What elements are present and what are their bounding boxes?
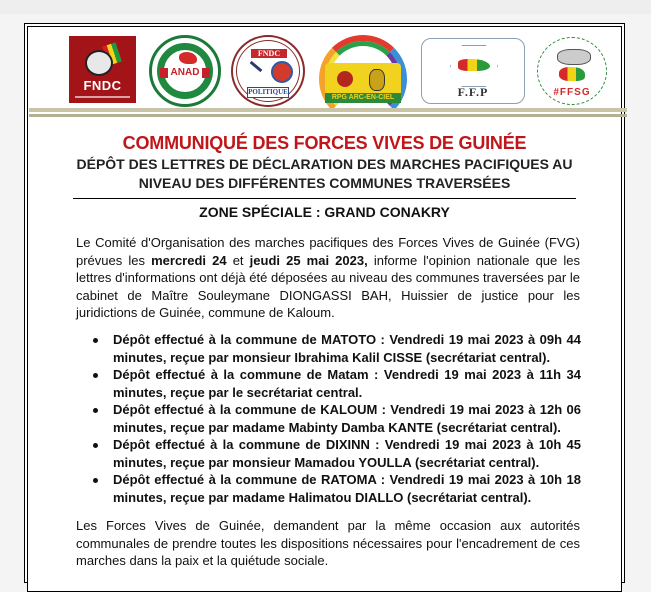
communique-subtitle <box>48 155 601 193</box>
closing-paragraph: Les Forces Vives de Guinée, demandent par la même occasion aux autorités communales de prendre toutes les dispositions nécessaires pour l'encadrement de ces marches dans la paix et la quiétude sociale. <box>76 518 580 568</box>
list-item <box>91 436 581 471</box>
ffp-logo <box>421 38 525 104</box>
guinea-map-icon <box>559 67 585 81</box>
header-divider-bar <box>29 114 627 117</box>
anad-logo-label: ANAD <box>168 66 202 80</box>
fndc-logo-tagline <box>75 96 130 98</box>
bullet-icon <box>93 373 98 378</box>
deposit-list <box>91 331 581 506</box>
list-item <box>91 331 581 366</box>
fndc-logo-label: FNDC <box>83 78 122 93</box>
fist-icon <box>85 50 113 76</box>
intro-text: informe l'opinion nationale que les lettres d'informations ont déjà été déposées au niveau des communes traversées par le cabinet de Maître Souleymane DIONGASSI BAH, Huissier de justice pour les juridictions de Guinée, commune de Kaloum. <box>76 252 580 320</box>
ffsg-logo <box>535 35 609 107</box>
rpg-logo-label: RPG ARC-EN-CIEL <box>325 93 401 103</box>
document-page <box>24 23 625 583</box>
handshake-icon <box>557 49 591 65</box>
subtitle-line: DÉPÔT DES LETTRES DE DÉCLARATION DES MARCHES PACIFIQUES AU <box>76 156 573 172</box>
list-item <box>91 471 581 506</box>
intro-text: et <box>226 252 250 268</box>
fist-icon <box>337 71 353 87</box>
list-item <box>91 401 581 436</box>
fndcp-top-label: FNDC <box>251 49 287 58</box>
list-item <box>91 366 581 401</box>
fndcp-bottom-label: POLITIQUE <box>248 88 288 96</box>
globe-icon <box>271 61 293 83</box>
intro-text: Le Comité d'Organisation des marches pacifiques des Forces Vives de Guinée (FVG) prévues les <box>76 235 580 268</box>
communique-title: COMMUNIQUÉ DES FORCES VIVES DE GUINÉE <box>122 133 527 153</box>
bullet-icon <box>93 478 98 483</box>
intro-date-bold: jeudi 25 mai 2023, <box>249 252 368 268</box>
subtitle-line: NIVEAU DES DIFFÉRENTES COMMUNES TRAVERSÉES <box>138 175 511 191</box>
logo-banner <box>69 35 609 107</box>
deposit-text: Dépôt effectué à la commune de Matam : Vendredi 19 mai 2023 à 11h 34 minutes, reçue par le secrétariat central. <box>113 367 581 400</box>
deposit-text: Dépôt effectué à la commune de RATOMA : Vendredi 19 mai 2023 à 10h 18 minutes, reçue par madame Halimatou DIALLO (secrétariat central). <box>113 472 581 505</box>
zone-heading: ZONE SPÉCIALE : GRAND CONAKRY <box>199 204 450 220</box>
anad-logo <box>149 35 221 107</box>
guinea-map-icon <box>179 52 197 64</box>
page-inner-border <box>27 26 622 592</box>
horizontal-rule <box>73 198 576 199</box>
fndc-logo <box>69 36 136 103</box>
victory-hand-icon <box>369 69 385 91</box>
header-divider-bar <box>29 108 627 112</box>
rpg-arc-en-ciel-logo <box>315 35 413 107</box>
bullet-icon <box>93 338 98 343</box>
ffsg-logo-label: #FFSG <box>553 87 591 98</box>
guinea-map-icon <box>458 59 490 71</box>
ffp-logo-label: F.F.P <box>457 85 489 99</box>
intro-date-bold: mercredi 24 <box>151 252 227 268</box>
bullet-icon <box>93 443 98 448</box>
deposit-text: Dépôt effectué à la commune de DIXINN : Vendredi 19 mai 2023 à 10h 45 minutes, reçue par monsieur Mamadou YOULLA (secrétariat central). <box>113 437 581 470</box>
bullet-icon <box>93 408 98 413</box>
top-strip <box>0 0 651 14</box>
deposit-text: Dépôt effectué à la commune de MATOTO : Vendredi 19 mai 2023 à 09h 44 minutes, reçue par monsieur Ibrahima Kalil CISSE (secrétariat central). <box>113 332 581 365</box>
fndc-politique-logo <box>231 35 305 107</box>
deposit-text: Dépôt effectué à la commune de KALOUM : Vendredi 19 mai 2023 à 12h 06 minutes, reçue par madame Mabinty Damba KANTE (secrétariat central). <box>113 402 581 435</box>
intro-paragraph <box>76 234 580 322</box>
